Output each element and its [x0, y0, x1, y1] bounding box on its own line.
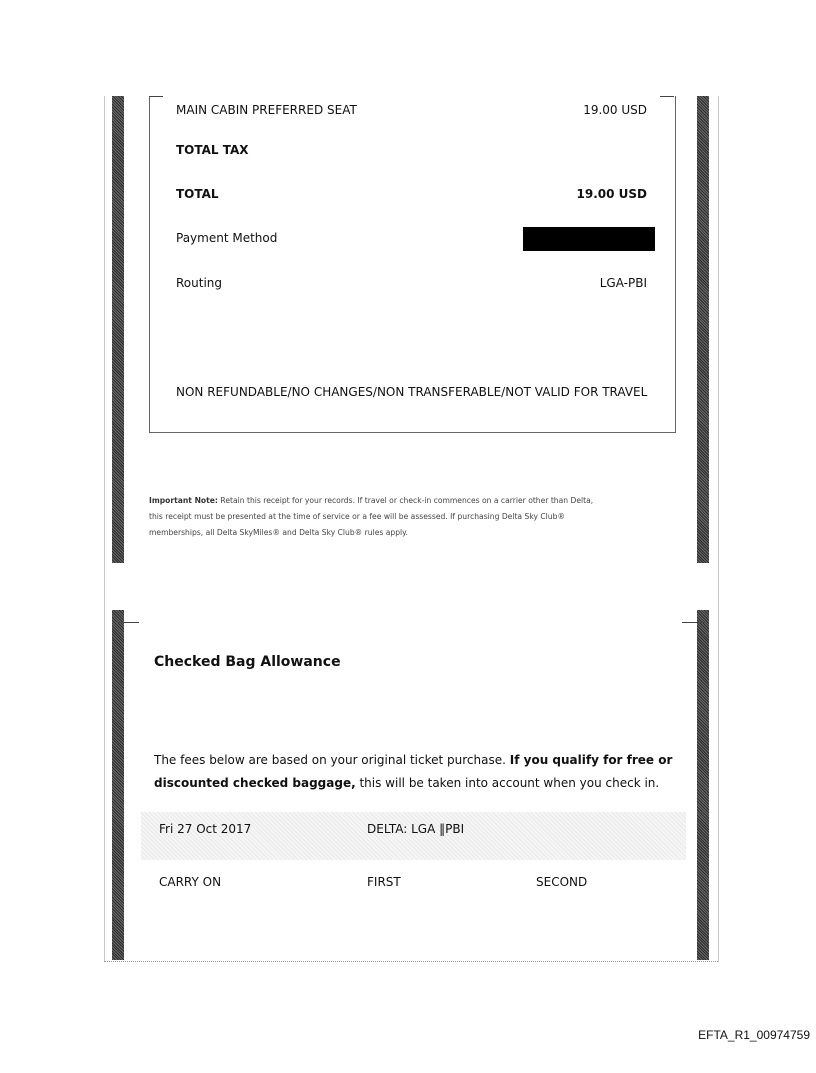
column-carry-on: CARRY ON	[159, 875, 222, 889]
column-first: FIRST	[367, 875, 401, 889]
left-side-bar-bottom	[112, 610, 124, 960]
left-side-bar-top	[112, 96, 124, 563]
total-amount: 19.00 USD	[576, 187, 647, 201]
flight-route: DELTA: LGA ‖PBI	[367, 822, 465, 836]
payment-method-redaction	[523, 227, 655, 251]
baggage-intro-bold2: discounted checked baggage,	[154, 776, 356, 790]
routing-label: Routing	[176, 276, 223, 290]
page-bottom-edge	[104, 961, 718, 962]
receipt-top-tick-right	[660, 96, 674, 97]
total-tax-label: TOTAL TAX	[176, 143, 249, 157]
important-note-line2: this receipt must be presented at the time of service or a fee will be assessed. If purchasing Delta Sky Club®	[149, 512, 565, 521]
routing-value: LGA-PBI	[599, 276, 647, 290]
seat-label: MAIN CABIN PREFERRED SEAT	[176, 103, 357, 117]
seat-amount: 19.00 USD	[583, 103, 647, 117]
flight-row-band	[141, 812, 686, 860]
important-note-line1: Retain this receipt for your records. If travel or check-in commences on a carrier other than Delta,	[220, 496, 594, 505]
restriction-text: NON REFUNDABLE/NO CHANGES/NON TRANSFERABLE/NOT VALID FOR TRAVEL	[176, 385, 648, 399]
checked-bag-title: Checked Bag Allowance	[154, 654, 341, 670]
baggage-intro	[154, 749, 714, 795]
important-note	[149, 493, 679, 541]
important-note-line3: memberships, all Delta SkyMiles® and Delta Sky Club® rules apply.	[149, 528, 408, 537]
flight-date: Fri 27 Oct 2017	[159, 822, 252, 836]
page-edge-right	[718, 96, 719, 962]
baggage-intro-part2: this will be taken into account when you check in.	[355, 776, 660, 790]
payment-method-label: Payment Method	[176, 231, 278, 245]
important-note-lead: Important Note:	[149, 496, 218, 505]
receipt-top-tick-left	[149, 96, 163, 97]
baggage-intro-bold1: If you qualify for free or	[509, 753, 673, 767]
column-second: SECOND	[536, 875, 588, 889]
document-id: EFTA_R1_00974759	[698, 1028, 810, 1042]
total-label: TOTAL	[176, 187, 219, 201]
baggage-intro-part1: The fees below are based on your original ticket purchase.	[154, 753, 510, 767]
section-tick-left	[117, 622, 139, 623]
right-side-bar-top	[697, 96, 709, 563]
page-edge-left	[104, 96, 105, 962]
section-tick-right	[682, 622, 704, 623]
